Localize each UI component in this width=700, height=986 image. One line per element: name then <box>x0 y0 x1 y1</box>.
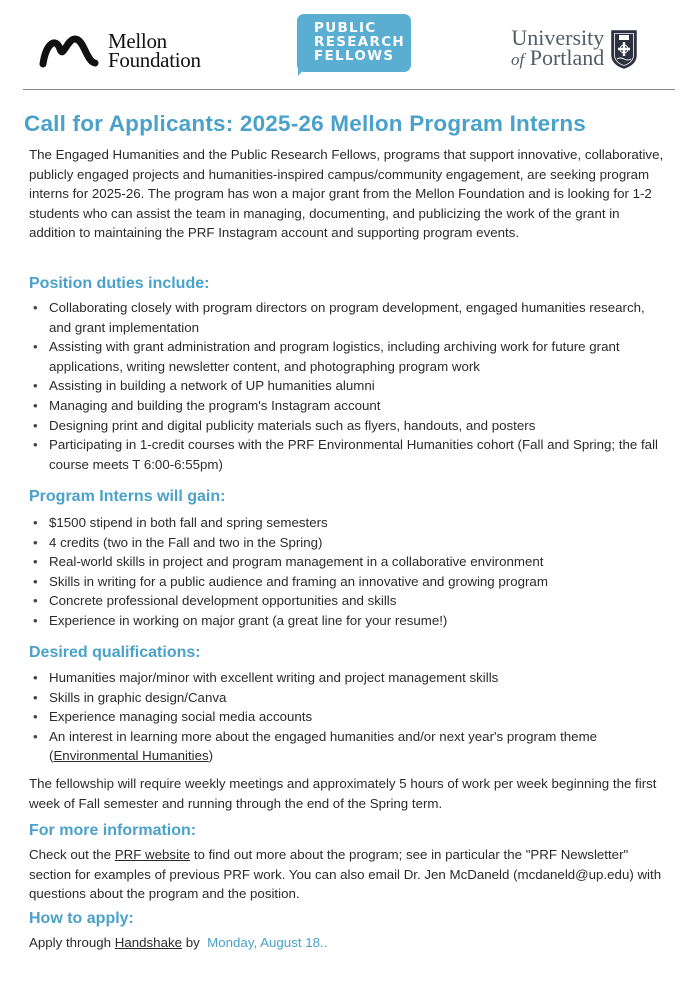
intro-paragraph: The Engaged Humanities and the Public Research Fellows, programs that support innovative, collaborative, publicly engaged projects and humanities-inspired campus/community engagement, are seeking program interns for 2025-26. The program has won a major grant from the Mellon Foundation and is looking for 1-2 students who can assist the team in managing, documenting, and publicizing the work of the grant in addition to maintaining the PRF Instagram account and supporting program events. <box>29 147 664 240</box>
list-item: • Designing print and digital publicity materials such as flyers, handouts, and posters <box>29 416 669 436</box>
list-item: • $1500 stipend in both fall and spring semesters <box>29 513 669 533</box>
duties-list <box>29 298 669 474</box>
gains-list <box>29 513 669 631</box>
qualifications-list <box>29 668 669 766</box>
list-item: • Skills in writing for a public audience and framing an innovative and growing program <box>29 572 669 592</box>
up-logo-of: of <box>511 50 525 69</box>
list-item: • Participating in 1-credit courses with the PRF Environmental Humanities cohort (Fall and Spring; the fall course meets T 6:00-6:55pm) <box>29 435 669 474</box>
environmental-humanities-link[interactable]: Environmental Humanities <box>53 748 209 764</box>
list-item <box>29 727 669 766</box>
apply-text: Apply through <box>29 935 115 950</box>
university-crest-icon <box>610 29 638 69</box>
list-item: • Real-world skills in project and program management in a collaborative environment <box>29 552 669 572</box>
prf-logo-line3: FELLOWS <box>314 48 395 64</box>
list-item: • Managing and building the program's Instagram account <box>29 396 669 416</box>
commitment-paragraph: The fellowship will require weekly meetings and approximately 5 hours of work per week beginning the first week of Fall semester and running through the end of the Spring term. <box>29 776 657 811</box>
mellon-logo-line2: Foundation <box>108 48 201 72</box>
mellon-logo-line1: Mellon <box>108 29 167 53</box>
header <box>0 0 700 92</box>
list-item: • Humanities major/minor with excellent writing and project management skills <box>29 668 669 688</box>
mellon-foundation-logo <box>38 31 201 71</box>
apply-paragraph <box>29 933 669 953</box>
up-logo-line1: University <box>511 25 605 50</box>
more-info-text: Check out the <box>29 847 115 862</box>
up-logo-line2: Portland <box>529 45 605 70</box>
gains-heading: Program Interns will gain: <box>29 488 226 505</box>
university-of-portland-logo <box>511 25 638 70</box>
speech-bubble-tail-icon <box>298 62 310 76</box>
handshake-link[interactable]: Handshake <box>114 935 183 950</box>
public-research-fellows-logo <box>297 14 411 72</box>
deadline-date: Monday, August 18.. <box>207 935 328 950</box>
list-item: • Experience in working on major grant (a great line for your resume!) <box>29 611 669 631</box>
apply-text: by <box>182 935 208 950</box>
list-item: • Skills in graphic design/Canva <box>29 688 669 708</box>
mellon-wave-icon <box>38 31 100 71</box>
list-item-text: An interest in learning more about the engaged humanities and/or next year's program theme ( <box>49 728 598 764</box>
prf-logo-line2: RESEARCH <box>314 34 406 50</box>
list-item-text: ) <box>208 748 214 764</box>
duties-heading: Position duties include: <box>29 275 210 292</box>
list-item: • Experience managing social media accounts <box>29 707 669 727</box>
prf-logo-line1: PUBLIC <box>314 20 377 36</box>
list-item: • Collaborating closely with program directors on program development, engaged humanities research, and grant implementation <box>29 298 669 337</box>
qualifications-heading: Desired qualifications: <box>29 644 201 661</box>
more-info-paragraph <box>29 845 669 904</box>
page-title: Call for Applicants: 2025-26 Mellon Program Interns <box>24 111 586 136</box>
list-item: • Assisting with grant administration and program logistics, including archiving work for future grant applications, writing newsletter content, and photographing program work <box>29 337 669 376</box>
prf-website-link[interactable]: PRF website <box>114 847 191 862</box>
apply-heading: How to apply: <box>29 910 134 927</box>
header-divider <box>23 89 675 90</box>
more-info-text: to find out more about the program; see in particular the "PRF Newsletter" section for examples of previous PRF work. You can also email Dr. Jen McDaneld (mcdaneld@up.edu) with questions about the program and the position. <box>29 847 662 901</box>
more-info-heading: For more information: <box>29 822 197 839</box>
list-item: • Assisting in building a network of UP humanities alumni <box>29 376 669 396</box>
list-item: • 4 credits (two in the Fall and two in the Spring) <box>29 533 669 553</box>
list-item: • Concrete professional development opportunities and skills <box>29 591 669 611</box>
